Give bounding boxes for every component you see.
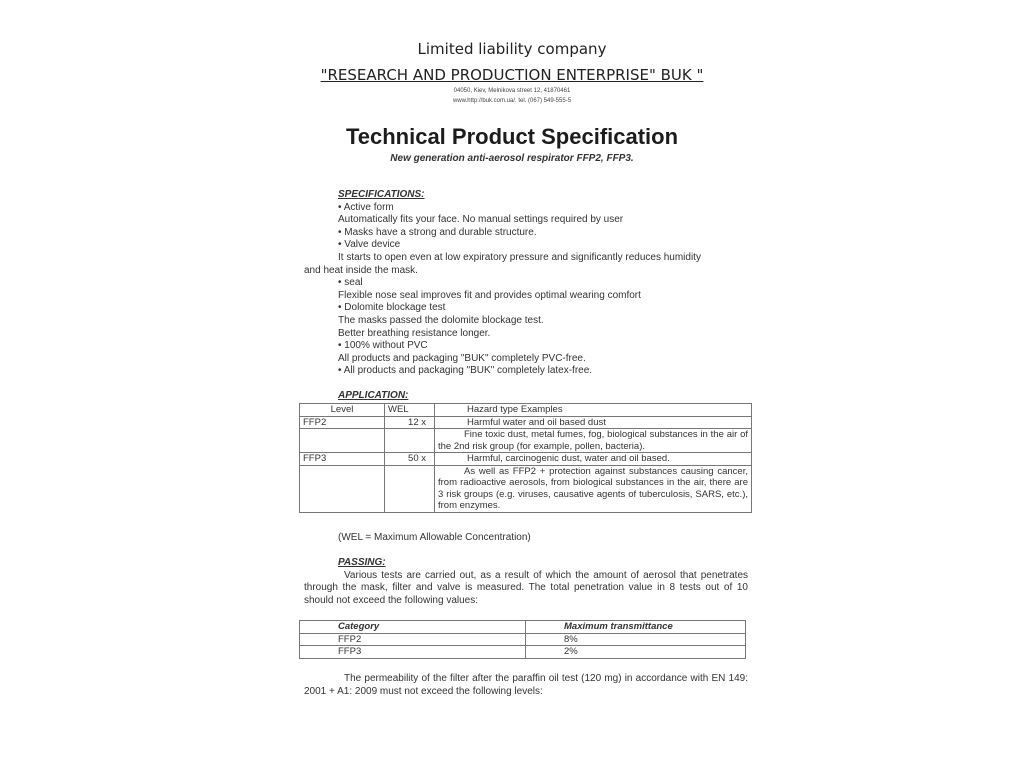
company-type: Limited liability company [417,40,607,58]
column-header-level: Level [300,404,385,417]
passing-heading: PASSING: [338,557,386,568]
table-row [300,429,752,453]
passing-footer-wrap [304,673,748,698]
table-row [300,416,752,429]
column-header-transmittance: Maximum transmittance [526,621,746,634]
passing-text: Various tests are carried out, as a result of which the amount of aerosol that penetrates through the mask, filter and valve is measured. The total penetration value in 8 tests out of 10 should not exceed the following values: [304,569,748,606]
cell-level [300,429,385,453]
column-header-category: Category [300,621,526,634]
wel-note: (WEL = Maximum Allowable Concentration) [338,532,531,543]
cell-transmittance: 8% [526,633,746,646]
table-row [300,646,746,659]
column-header-hazard: Hazard type Examples [435,404,752,417]
specifications-heading: SPECIFICATIONS: [338,189,425,200]
spec-line: • Masks have a strong and durable structure. [338,226,537,238]
spec-line: • Valve device [338,239,401,251]
cell-transmittance: 2% [526,646,746,659]
cell-wel [385,429,435,453]
cell-level: FFP3 [300,453,385,466]
document-subtitle: New generation anti-aerosol respirator FFP2, FFP3. [390,153,634,164]
cell-category: FFP3 [300,646,526,659]
cell-wel: 50 x [385,453,435,466]
table-row [300,453,752,466]
application-table [299,403,752,513]
cell-level [300,465,385,512]
specifications-section [304,189,748,378]
spec-line: • 100% without PVC [338,340,428,352]
spec-line: Automatically fits your face. No manual settings required by user [338,214,624,226]
spec-line: It starts to open even at low expiratory pressure and significantly reduces humidity [338,251,701,263]
column-header-wel: WEL [385,404,435,417]
spec-line: All products and packaging "BUK" completely PVC-free. [338,352,586,364]
company-contacts: www.http://buk.com.ua/. tel. (067) 549-555-5 [452,98,572,104]
document-title: Technical Product Specification [345,124,679,149]
passing-footer: The permeability of the filter after the paraffin oil test (120 mg) in accordance with EN 149: 2001 + A1: 2009 must not exceed the following levels: [304,673,748,697]
spec-line: • Dolomite blockage test [338,302,446,314]
application-heading: APPLICATION: [338,390,409,401]
cell-hazard: As well as FFP2 + protection against substances causing cancer, from radioactive aerosols, from biological substances in the air, there are 3 risk groups (e.g. viruses, causative agents of tuberculosis, SARS, etc.), from enzymes. [435,465,752,512]
cell-hazard: Harmful, carcinogenic dust, water and oil based. [435,453,752,466]
cell-hazard: Harmful water and oil based dust [435,416,752,429]
cell-category: FFP2 [300,633,526,646]
application-heading-wrap [304,390,748,403]
spec-line: Better breathing resistance longer. [338,327,491,339]
spec-line: The masks passed the dolomite blockage test. [338,314,544,326]
table-row [300,465,752,512]
spec-line: and heat inside the mask. [304,264,418,276]
spec-line: • Active form [338,201,394,213]
table-row [300,633,746,646]
spec-line: • All products and packaging "BUK" completely latex-free. [338,365,593,377]
cell-hazard: Fine toxic dust, metal fumes, fog, biological substances in the air of the 2nd risk group (for example, pollen, bacteria). [435,429,752,453]
passing-section [304,557,748,607]
table-header-row [300,404,752,417]
spec-line: Flexible nose seal improves fit and provides optimal wearing comfort [338,289,641,301]
transmittance-table [299,620,746,659]
wel-note-wrap [304,532,748,545]
company-address: 04050, Kiev, Melnikova street 12, 41870461 [453,88,571,94]
company-name: "RESEARCH AND PRODUCTION ENTERPRISE" BUK " [320,66,704,84]
spec-line: • seal [338,277,363,289]
cell-level: FFP2 [300,416,385,429]
table-header-row [300,621,746,634]
cell-wel [385,465,435,512]
cell-wel: 12 x [385,416,435,429]
